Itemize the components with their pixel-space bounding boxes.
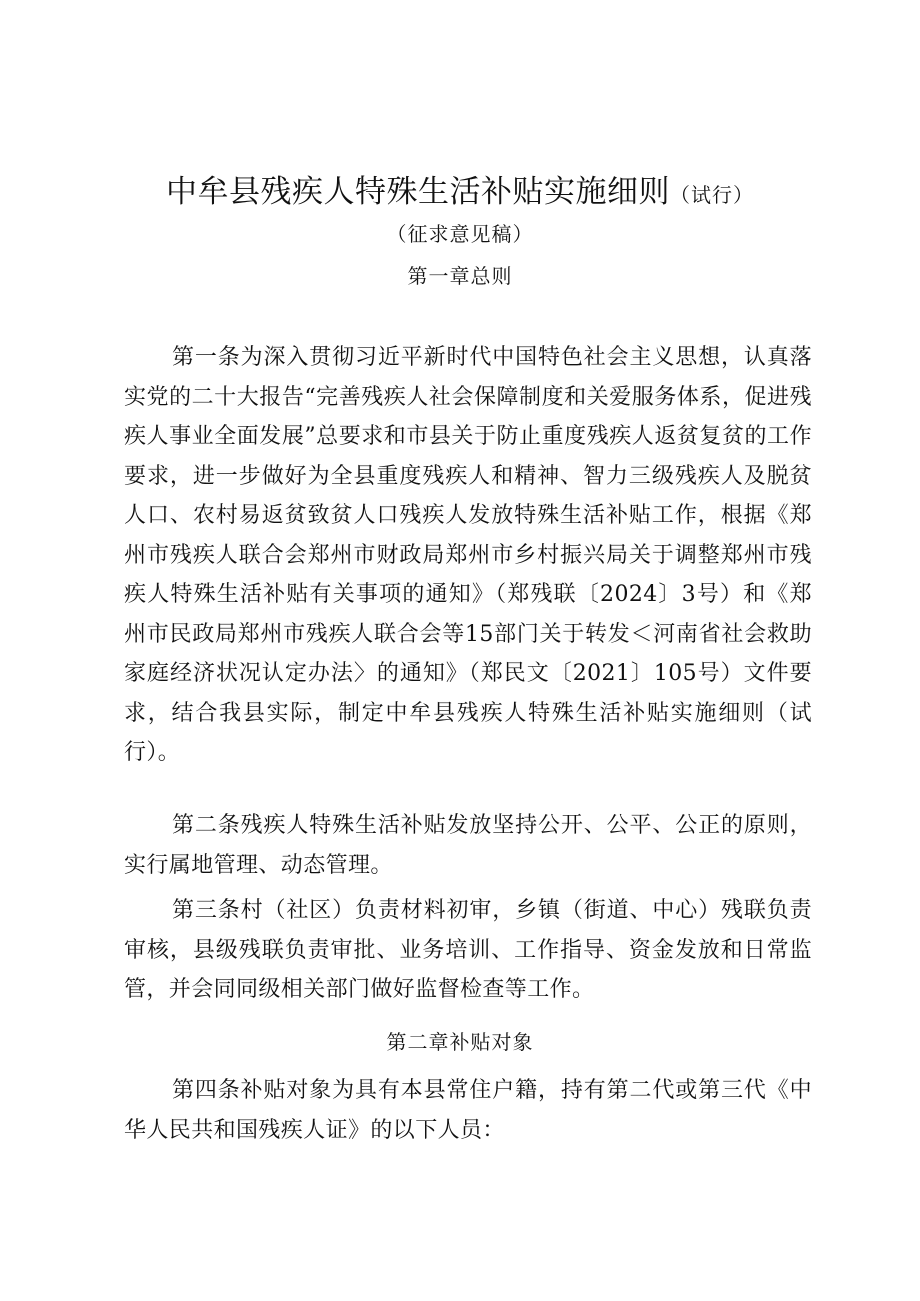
article-paragraph: 第四条补贴对象为具有本县常住户籍，持有第二代或第三代《中华人民共和国残疾人证》的以下人员： [124,1078,812,1143]
chapter-heading: 第二章补贴对象 [386,1030,534,1054]
chapter-heading: 第一章总则 [407,264,513,288]
document-title-row [0,166,920,211]
document-subtitle: （征求意见稿） [386,222,534,246]
article-paragraph: 第三条村（社区）负责材料初审，乡镇（街道、中心）残联负责审核，县级残联负责审批、业务培训、工作指导、资金发放和日常监管，并会同同级相关部门做好监督检查等工作。 [124,898,812,1002]
document-title: 中牟县残疾人特殊生活补贴实施细则 [166,174,670,210]
document-title-suffix: （试行） [670,183,754,207]
article-paragraph: 第一条为深入贯彻习近平新时代中国特色社会主义思想，认真落实党的二十大报告“完善残疾人社会保障制度和关爱服务体系，促进残疾人事业全面发展”总要求和市县关于防止重度残疾人返贫复贫的工作要求，进一步做好为全县重度残疾人和精神、智力三级残疾人及脱贫人口、农村易返贫致贫人口残疾人发放特殊生活补贴工作，根据《郑州市残疾人联合会郑州市财政局郑州市乡村振兴局关于调整郑州市残疾人特殊生活补贴有关事项的通知》（郑残联〔2024〕3号）和《郑州市民政局郑州市残疾人联合会等15部门关于转发＜河南省社会救助家庭经济状况认定办法〉的通知》（郑民文〔2021〕105号）文件要求，结合我县实际，制定中牟县残疾人特殊生活补贴实施细则（试行）。 [124,345,812,765]
article-paragraph: 第二条残疾人特殊生活补贴发放坚持公开、公平、公正的原则，实行属地管理、动态管理。 [124,813,812,878]
